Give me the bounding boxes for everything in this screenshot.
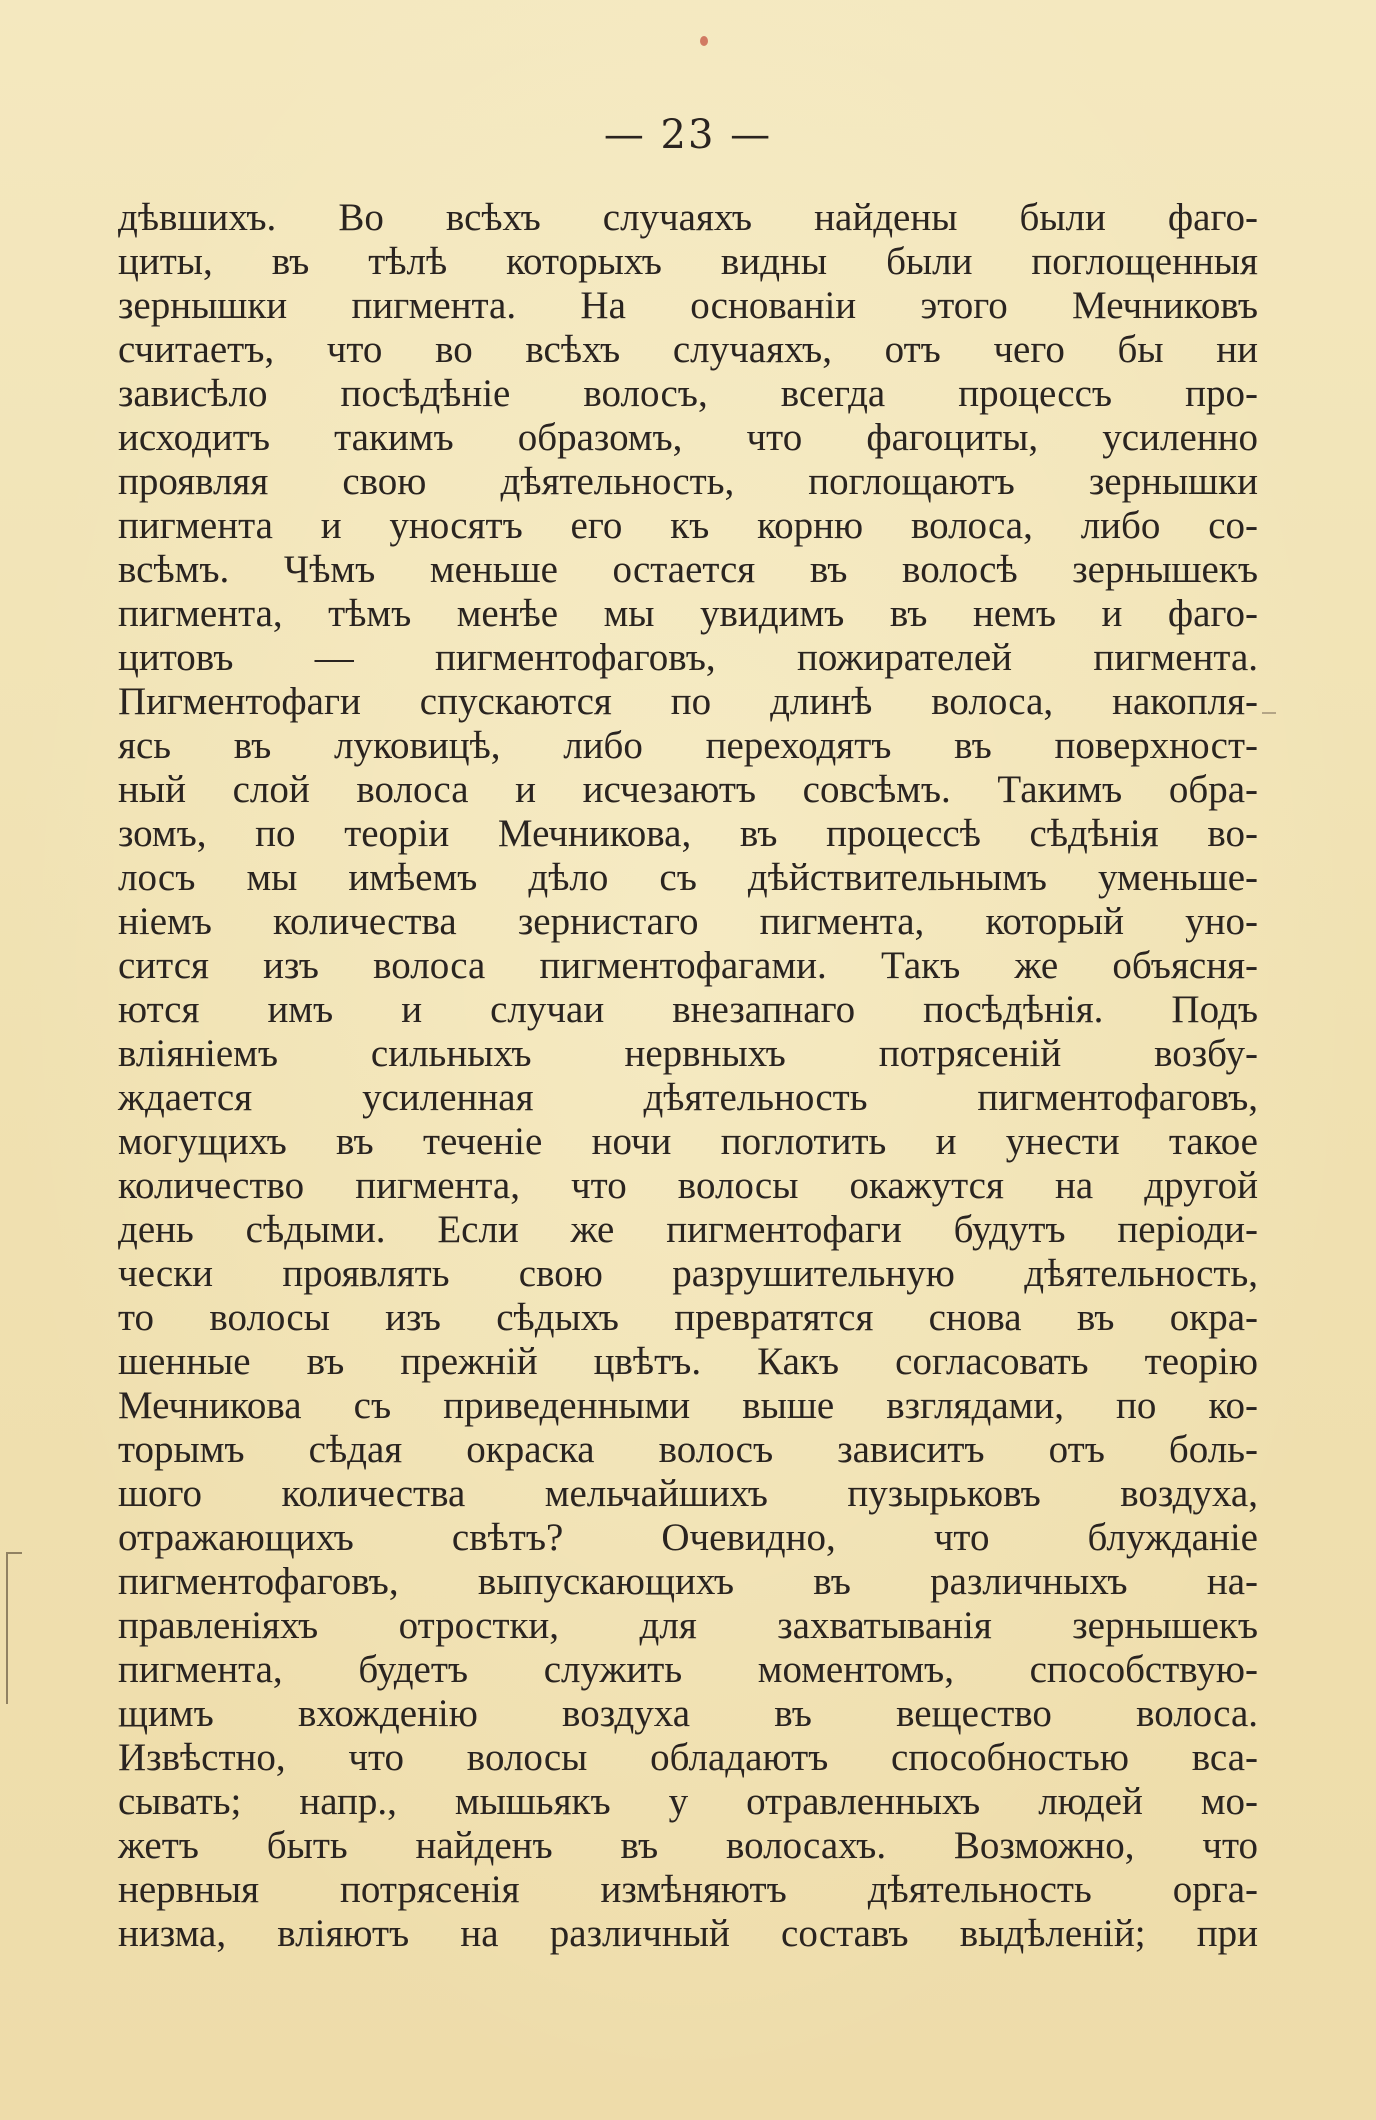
text-line: ясь въ луковицѣ, либо переходятъ въ поверхност- <box>118 724 1258 767</box>
text-line: жетъ быть найденъ въ волосахъ. Возможно, что <box>118 1824 1258 1867</box>
text-line: могущихъ въ теченіе ночи поглотить и унести такое <box>118 1120 1258 1163</box>
margin-mark <box>1262 712 1276 714</box>
text-line: считаетъ, что во всѣхъ случаяхъ, отъ чего бы ни <box>118 328 1258 371</box>
text-line: пигментофаговъ, выпускающихъ въ различныхъ на- <box>118 1560 1258 1603</box>
page-number: — 23 — <box>603 112 773 158</box>
ink-spot <box>700 36 708 46</box>
text-line: отражающихъ свѣтъ? Очевидно, что блужданіе <box>118 1516 1258 1559</box>
body-text <box>118 196 1258 1956</box>
text-line: зомъ, по теоріи Мечникова, въ процессѣ сѣдѣнія во- <box>118 812 1258 855</box>
text-line: вліяніемъ сильныхъ нервныхъ потрясеній возбу- <box>118 1032 1258 1075</box>
text-line: ждается усиленная дѣятельность пигментофаговъ, <box>118 1076 1258 1119</box>
text-line: Пигментофаги спускаются по длинѣ волоса, накопля- <box>118 680 1258 723</box>
text-line: нервныя потрясенія измѣняютъ дѣятельность орга- <box>118 1868 1258 1911</box>
text-line: исходитъ такимъ образомъ, что фагоциты, усиленно <box>118 416 1258 459</box>
text-line: шенные въ прежній цвѣтъ. Какъ согласовать теорію <box>118 1340 1258 1383</box>
text-line: день сѣдыми. Если же пигментофаги будутъ періоди- <box>118 1208 1258 1251</box>
text-line: Мечникова съ приведенными выше взглядами, по ко- <box>118 1384 1258 1427</box>
text-line: зернышки пигмента. На основаніи этого Мечниковъ <box>118 284 1258 327</box>
text-line: всѣмъ. Чѣмъ меньше остается въ волосѣ зернышекъ <box>118 548 1258 591</box>
text-line: щимъ вхожденію воздуха въ вещество волоса. <box>118 1692 1258 1735</box>
text-line: то волосы изъ сѣдыхъ превратятся снова въ окра- <box>118 1296 1258 1339</box>
text-line: пигмента и уносятъ его къ корню волоса, либо со- <box>118 504 1258 547</box>
text-line: ніемъ количества зернистаго пигмента, который уно- <box>118 900 1258 943</box>
text-line: ный слой волоса и исчезаютъ совсѣмъ. Такимъ обра- <box>118 768 1258 811</box>
margin-bracket-mark <box>6 1552 22 1704</box>
text-line: цитовъ — пигментофаговъ, пожирателей пигмента. <box>118 636 1258 679</box>
text-line: сывать; напр., мышьякъ у отравленныхъ людей мо- <box>118 1780 1258 1823</box>
text-line: зависѣло посѣдѣніе волосъ, всегда процессъ про- <box>118 372 1258 415</box>
text-line: торымъ сѣдая окраска волосъ зависитъ отъ боль- <box>118 1428 1258 1471</box>
text-line: чески проявлять свою разрушительную дѣятельность, <box>118 1252 1258 1295</box>
text-line: Извѣстно, что волосы обладаютъ способностью вса- <box>118 1736 1258 1779</box>
text-line: проявляя свою дѣятельность, поглощаютъ зернышки <box>118 460 1258 503</box>
text-line: правленіяхъ отростки, для захватыванія зернышекъ <box>118 1604 1258 1647</box>
text-line: пигмента, будетъ служить моментомъ, способствую- <box>118 1648 1258 1691</box>
text-line: ются имъ и случаи внезапнаго посѣдѣнія. Подъ <box>118 988 1258 1031</box>
text-line: шого количества мельчайшихъ пузырьковъ воздуха, <box>118 1472 1258 1515</box>
text-line: циты, въ тѣлѣ которыхъ видны были поглощенныя <box>118 240 1258 283</box>
text-line: лосъ мы имѣемъ дѣло съ дѣйствительнымъ уменьше- <box>118 856 1258 899</box>
text-line: дѣвшихъ. Во всѣхъ случаяхъ найдены были фаго- <box>118 196 1258 239</box>
text-line: сится изъ волоса пигментофагами. Такъ же объясня- <box>118 944 1258 987</box>
text-line: количество пигмента, что волосы окажутся на другой <box>118 1164 1258 1207</box>
text-line: пигмента, тѣмъ менѣе мы увидимъ въ немъ и фаго- <box>118 592 1258 635</box>
text-line: низма, вліяютъ на различный составъ выдѣленій; при <box>118 1912 1258 1955</box>
